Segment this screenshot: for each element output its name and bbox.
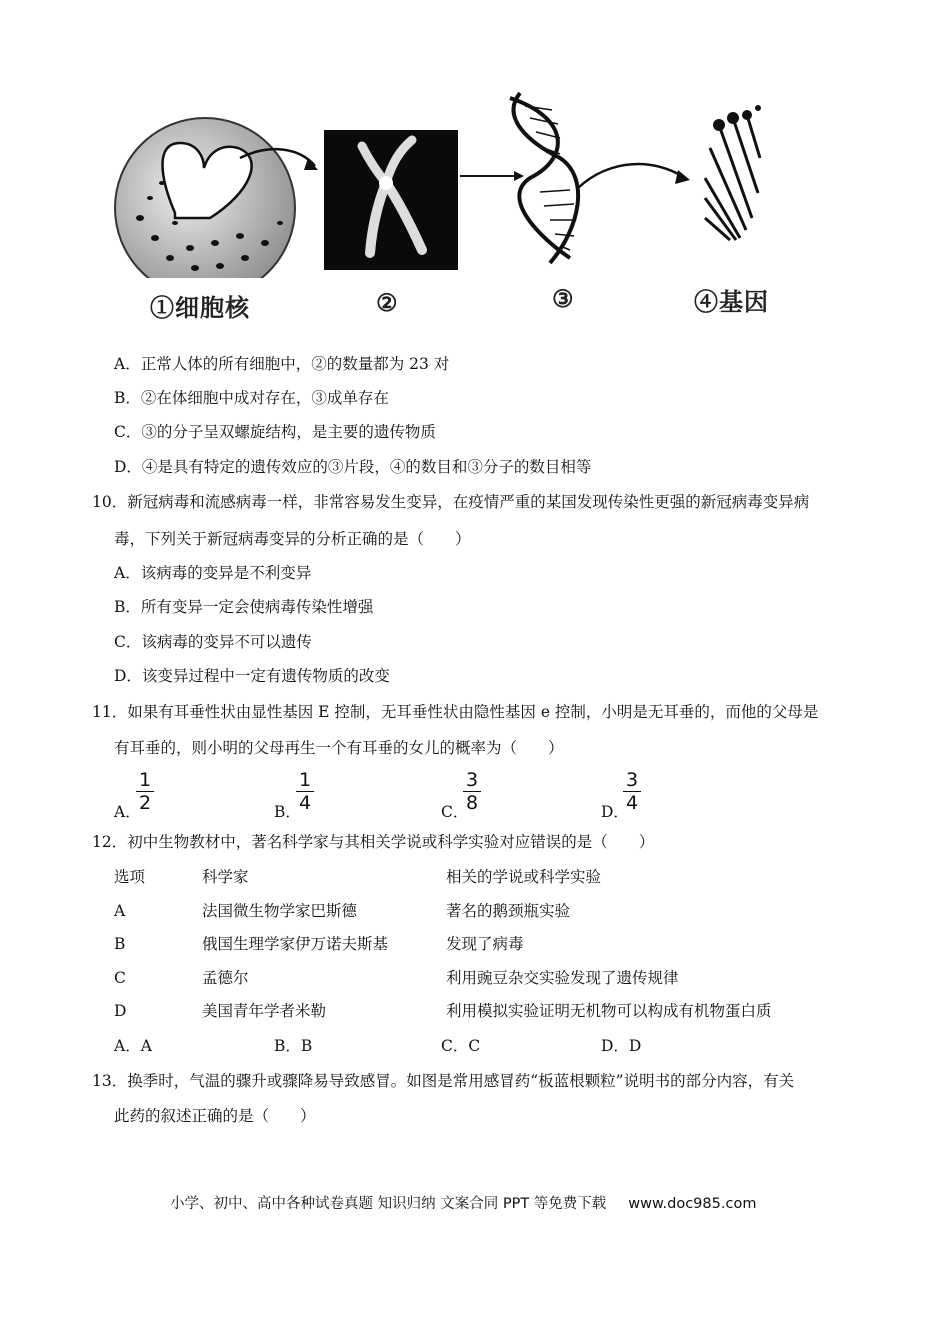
- table-cell: 美国青年学者米勒: [202, 1002, 327, 1020]
- table-cell: 发现了病毒: [446, 935, 524, 953]
- table-cell: B: [114, 935, 126, 953]
- fraction-numerator: 1: [138, 769, 152, 791]
- figure-label-1: ①细胞核: [150, 293, 250, 322]
- q12-option-c: C．C: [441, 1037, 481, 1055]
- fraction-numerator: 3: [465, 769, 479, 791]
- q9-option-c: C．③的分子呈双螺旋结构，是主要的遗传物质: [114, 423, 436, 441]
- cell-nucleus-image: [115, 118, 318, 278]
- q10-option-c: C．该病毒的变异不可以遗传: [114, 633, 312, 651]
- q13-stem-line1: 13．换季时，气温的骤升或骤降易导致感冒。如图是常用感冒药“板蓝根颗粒”说明书的部分内容，有关: [92, 1072, 795, 1090]
- q10-stem-line2: 毒，下列关于新冠病毒变异的分析正确的是（ ）: [114, 530, 471, 548]
- q11-stem-line1: 11．如果有耳垂性状由显性基因 E 控制，无耳垂性状由隐性基因 e 控制，小明是无耳垂的，而他的父母是: [92, 703, 819, 721]
- q9-option-b: B．②在体细胞中成对存在，③成单存在: [114, 389, 389, 407]
- fraction-denominator: 4: [625, 792, 639, 814]
- footer-text: 小学、初中、高中各种试卷真题 知识归纳 文案合同 PPT 等免费下载: [170, 1196, 607, 1212]
- gene-image: [705, 105, 761, 240]
- table-cell: 法国微生物学家巴斯德: [202, 902, 358, 920]
- q10-option-b: B．所有变异一定会使病毒传染性增强: [114, 598, 374, 616]
- q12-option-a: A．A: [114, 1037, 152, 1055]
- q12-option-b: B．B: [274, 1037, 313, 1055]
- dna-helix-image: [510, 93, 690, 263]
- q11-option-c-fraction: [463, 770, 481, 813]
- table-cell: 利用豌豆杂交实验发现了遗传规律: [446, 969, 679, 987]
- figure-label-3: ③: [552, 284, 575, 313]
- q9-option-d: D．④是具有特定的遗传效应的③片段，④的数目和③分子的数目相等: [114, 458, 592, 476]
- table-cell: D: [114, 1002, 127, 1020]
- q11-option-b-fraction: [296, 770, 314, 813]
- chromosome-image: [324, 130, 524, 270]
- q11-option-d-letter: D．: [601, 803, 629, 821]
- fraction-numerator: 3: [625, 769, 639, 791]
- q11-option-c-letter: C．: [441, 803, 469, 821]
- table-header-scientist: 科学家: [202, 868, 249, 886]
- q13-stem-line2: 此药的叙述正确的是（ ）: [114, 1107, 316, 1125]
- table-cell: 利用模拟实验证明无机物可以构成有机物蛋白质: [446, 1002, 772, 1020]
- fraction-denominator: 2: [138, 792, 152, 814]
- q11-option-a-fraction: [136, 770, 154, 813]
- table-header-theory: 相关的学说或科学实验: [446, 868, 602, 886]
- page-footer: [170, 1192, 756, 1213]
- table-cell: 俄国生理学家伊万诺夫斯基: [202, 935, 389, 953]
- table-header-option: 选项: [114, 868, 146, 886]
- q9-option-a: A．正常人体的所有细胞中，②的数量都为 23 对: [114, 355, 450, 373]
- q10-option-d: D．该变异过程中一定有遗传物质的改变: [114, 667, 390, 685]
- figure-drawings: [100, 88, 800, 278]
- q11-options: [114, 770, 814, 820]
- q11-stem-line2: 有耳垂的，则小明的父母再生一个有耳垂的女儿的概率为（ ）: [114, 739, 564, 757]
- q11-option-d-fraction: [623, 770, 641, 813]
- q12-stem-line1: 12．初中生物教材中，著名科学家与其相关学说或科学实验对应错误的是（ ）: [92, 833, 655, 851]
- table-cell: A: [114, 902, 126, 920]
- q11-option-b-letter: B．: [274, 803, 301, 821]
- q11-option-a-letter: A．: [114, 803, 141, 821]
- q12-option-d: D．D: [601, 1037, 642, 1055]
- fraction-denominator: 4: [298, 792, 312, 814]
- genetics-figure: [100, 88, 800, 328]
- figure-label-4: ④基因: [694, 287, 769, 316]
- q10-stem-line1: 10．新冠病毒和流感病毒一样，非常容易发生变异，在疫情严重的某国发现传染性更强的新冠病毒变异病: [92, 493, 810, 511]
- table-cell: 孟德尔: [202, 969, 249, 987]
- figure-label-2: ②: [376, 288, 399, 317]
- table-cell: 著名的鹅颈瓶实验: [446, 902, 571, 920]
- footer-url[interactable]: www.doc985.com: [628, 1196, 757, 1212]
- fraction-numerator: 1: [298, 769, 312, 791]
- fraction-denominator: 8: [465, 792, 479, 814]
- q10-option-a: A．该病毒的变异是不利变异: [114, 564, 312, 582]
- table-cell: C: [114, 969, 126, 987]
